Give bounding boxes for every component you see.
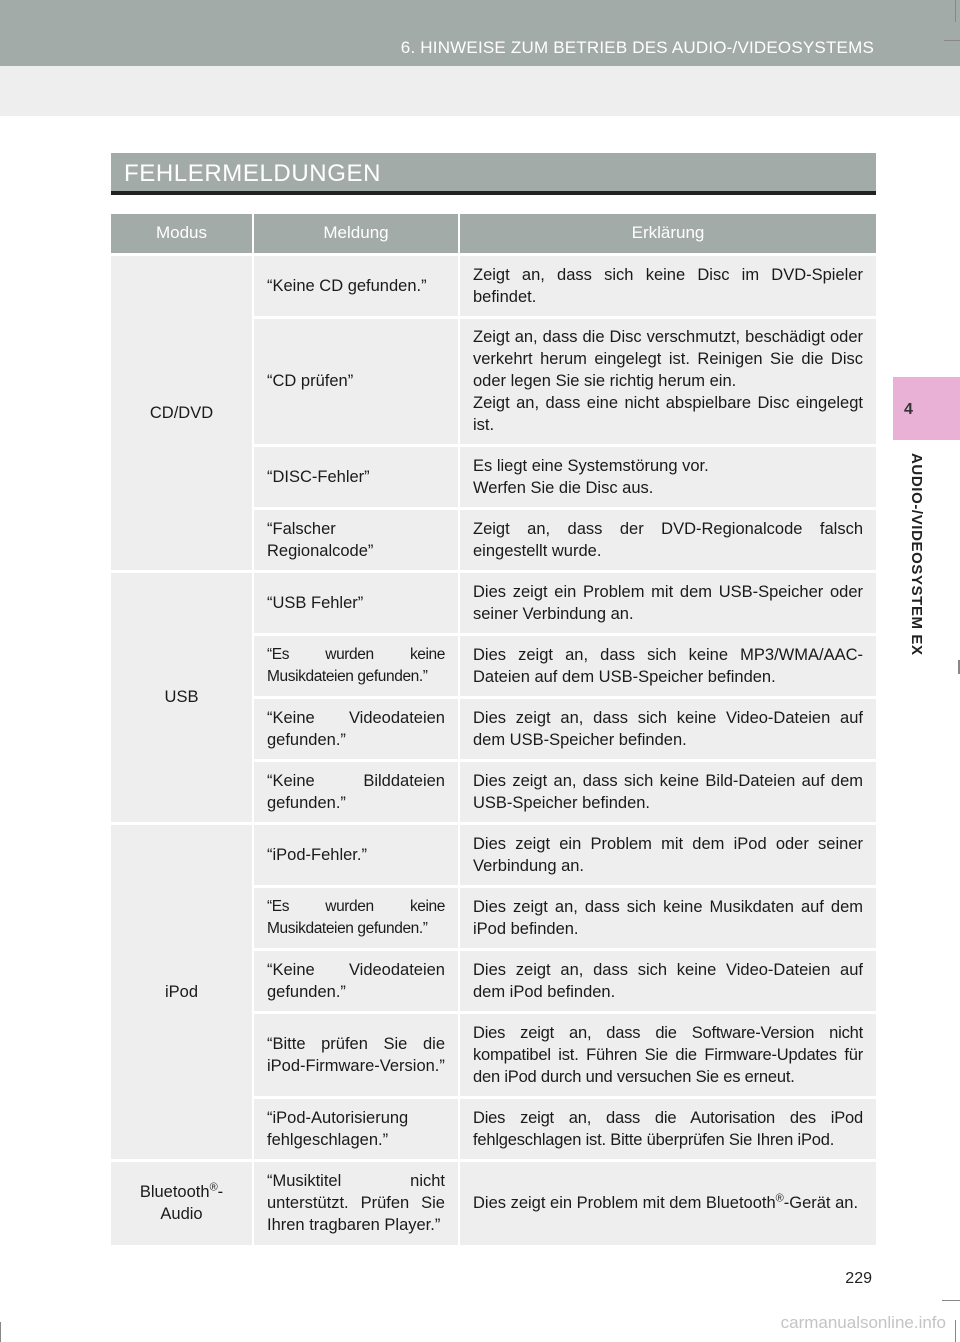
- column-header-mode: Modus: [111, 214, 253, 254]
- explanation-cell: Zeigt an, dass der DVD-Regionalcode falsch eingestellt wurde.: [459, 508, 876, 571]
- column-header-explanation: Erklärung: [459, 214, 876, 254]
- page-number: 229: [845, 1270, 872, 1287]
- watermark: carmanualsonline.info: [780, 1313, 946, 1332]
- mode-name: Bluetooth: [139, 1183, 210, 1202]
- message-cell: “Bitte prüfen Sie die iPod-Firmware-Version.”: [253, 1012, 459, 1097]
- explanation-cell: Dies zeigt an, dass die Autorisation des iPod fehlgeschlagen ist. Bitte überprüfen Sie Ihren iPod.: [459, 1097, 876, 1160]
- chapter-header: 6. HINWEISE ZUM BETRIEB DES AUDIO-/VIDEOSYSTEMS: [400, 38, 874, 57]
- chapter-tab[interactable]: [893, 377, 960, 440]
- table-header-row: [111, 214, 876, 254]
- explanation-cell: [459, 1160, 876, 1245]
- explanation-text: Dies zeigt ein Problem mit dem Bluetooth: [473, 1194, 776, 1213]
- section-title: FEHLERMELDUNGEN: [124, 160, 382, 187]
- explanation-cell: Dies zeigt ein Problem mit dem USB-Speicher oder seiner Verbindung an.: [459, 571, 876, 634]
- explanation-cell: Dies zeigt ein Problem mit dem iPod oder seiner Verbindung an.: [459, 823, 876, 886]
- mode-cell-cd-dvd: CD/DVD: [111, 254, 253, 571]
- explanation-cell: [459, 317, 876, 445]
- message-cell: “iPod-Autorisierung fehlgeschlagen.”: [253, 1097, 459, 1160]
- message-cell: “USB Fehler”: [253, 571, 459, 634]
- header-band-shadow: [0, 66, 960, 116]
- explanation-cell: Dies zeigt an, dass die Software-Version nicht kompatibel ist. Führen Sie die Firmware-Updates für den iPod durch und versuchen Sie es erneut.: [459, 1012, 876, 1097]
- chapter-tab-number: 4: [904, 401, 913, 418]
- chapter-side-label: AUDIO-/VIDEOSYSTEM EX: [908, 453, 925, 656]
- explanation-cell: Dies zeigt an, dass sich keine Musikdaten auf dem iPod befinden.: [459, 886, 876, 949]
- mode-cell-usb: USB: [111, 571, 253, 823]
- crop-mark: [955, 1320, 956, 1342]
- explanation-text: Werfen Sie die Disc aus.: [473, 478, 654, 497]
- explanation-text: Es liegt eine Systemstörung vor.: [473, 456, 709, 475]
- message-cell: “Falscher Regionalcode”: [253, 508, 459, 571]
- explanation-cell: Dies zeigt an, dass sich keine Video-Dateien auf dem USB-Speicher befinden.: [459, 697, 876, 760]
- message-cell: “Musiktitel nicht unterstützt. Prüfen Sie Ihren tragbaren Player.”: [253, 1160, 459, 1245]
- message-cell: “iPod-Fehler.”: [253, 823, 459, 886]
- message-cell: “Es wurden keine Musikdateien gefunden.”: [253, 886, 459, 949]
- message-cell: “Keine Bilddateien gefunden.”: [253, 760, 459, 823]
- mode-suffix: -: [217, 1183, 224, 1202]
- explanation-text: Zeigt an, dass eine nicht abspielbare Disc eingelegt ist.: [473, 394, 863, 434]
- column-header-message: Meldung: [253, 214, 459, 254]
- crop-mark: [942, 1300, 960, 1301]
- explanation-text: -Gerät an.: [783, 1194, 859, 1213]
- explanation-cell: [459, 445, 876, 508]
- table-row: [111, 823, 876, 886]
- table-row: [111, 1160, 876, 1245]
- crop-mark: [0, 1322, 1, 1342]
- registered-mark: ®: [209, 1181, 218, 1194]
- table-row: [111, 254, 876, 317]
- explanation-cell: Dies zeigt an, dass sich keine Video-Dateien auf dem iPod befinden.: [459, 949, 876, 1012]
- section-title-bar: [111, 153, 876, 195]
- crop-mark: [944, 40, 960, 41]
- mode-cell-bluetooth-audio: [111, 1160, 253, 1245]
- mode-cell-ipod: iPod: [111, 823, 253, 1160]
- error-message-table: [111, 214, 876, 1245]
- message-cell: “Keine Videodateien gefunden.”: [253, 697, 459, 760]
- message-cell: “Keine CD gefunden.”: [253, 254, 459, 317]
- mode-name-line2: Audio: [160, 1205, 203, 1224]
- message-cell: “Es wurden keine Musikdateien gefunden.”: [253, 634, 459, 697]
- message-cell: “CD prüfen”: [253, 317, 459, 445]
- message-cell: “DISC-Fehler”: [253, 445, 459, 508]
- table-row: [111, 571, 876, 634]
- explanation-cell: Zeigt an, dass sich keine Disc im DVD-Spieler befindet.: [459, 254, 876, 317]
- registered-mark: ®: [775, 1192, 784, 1205]
- explanation-cell: Dies zeigt an, dass sich keine Bild-Dateien auf dem USB-Speicher befinden.: [459, 760, 876, 823]
- explanation-text: Zeigt an, dass die Disc verschmutzt, beschädigt oder verkehrt herum eingelegt ist. Reinigen Sie die Disc oder legen Sie sie richtig herum ein.: [473, 328, 863, 390]
- message-cell: “Keine Videodateien gefunden.”: [253, 949, 459, 1012]
- crop-mark: [955, 0, 956, 22]
- explanation-cell: Dies zeigt an, dass sich keine MP3/WMA/AAC-Dateien auf dem USB-Speicher befinden.: [459, 634, 876, 697]
